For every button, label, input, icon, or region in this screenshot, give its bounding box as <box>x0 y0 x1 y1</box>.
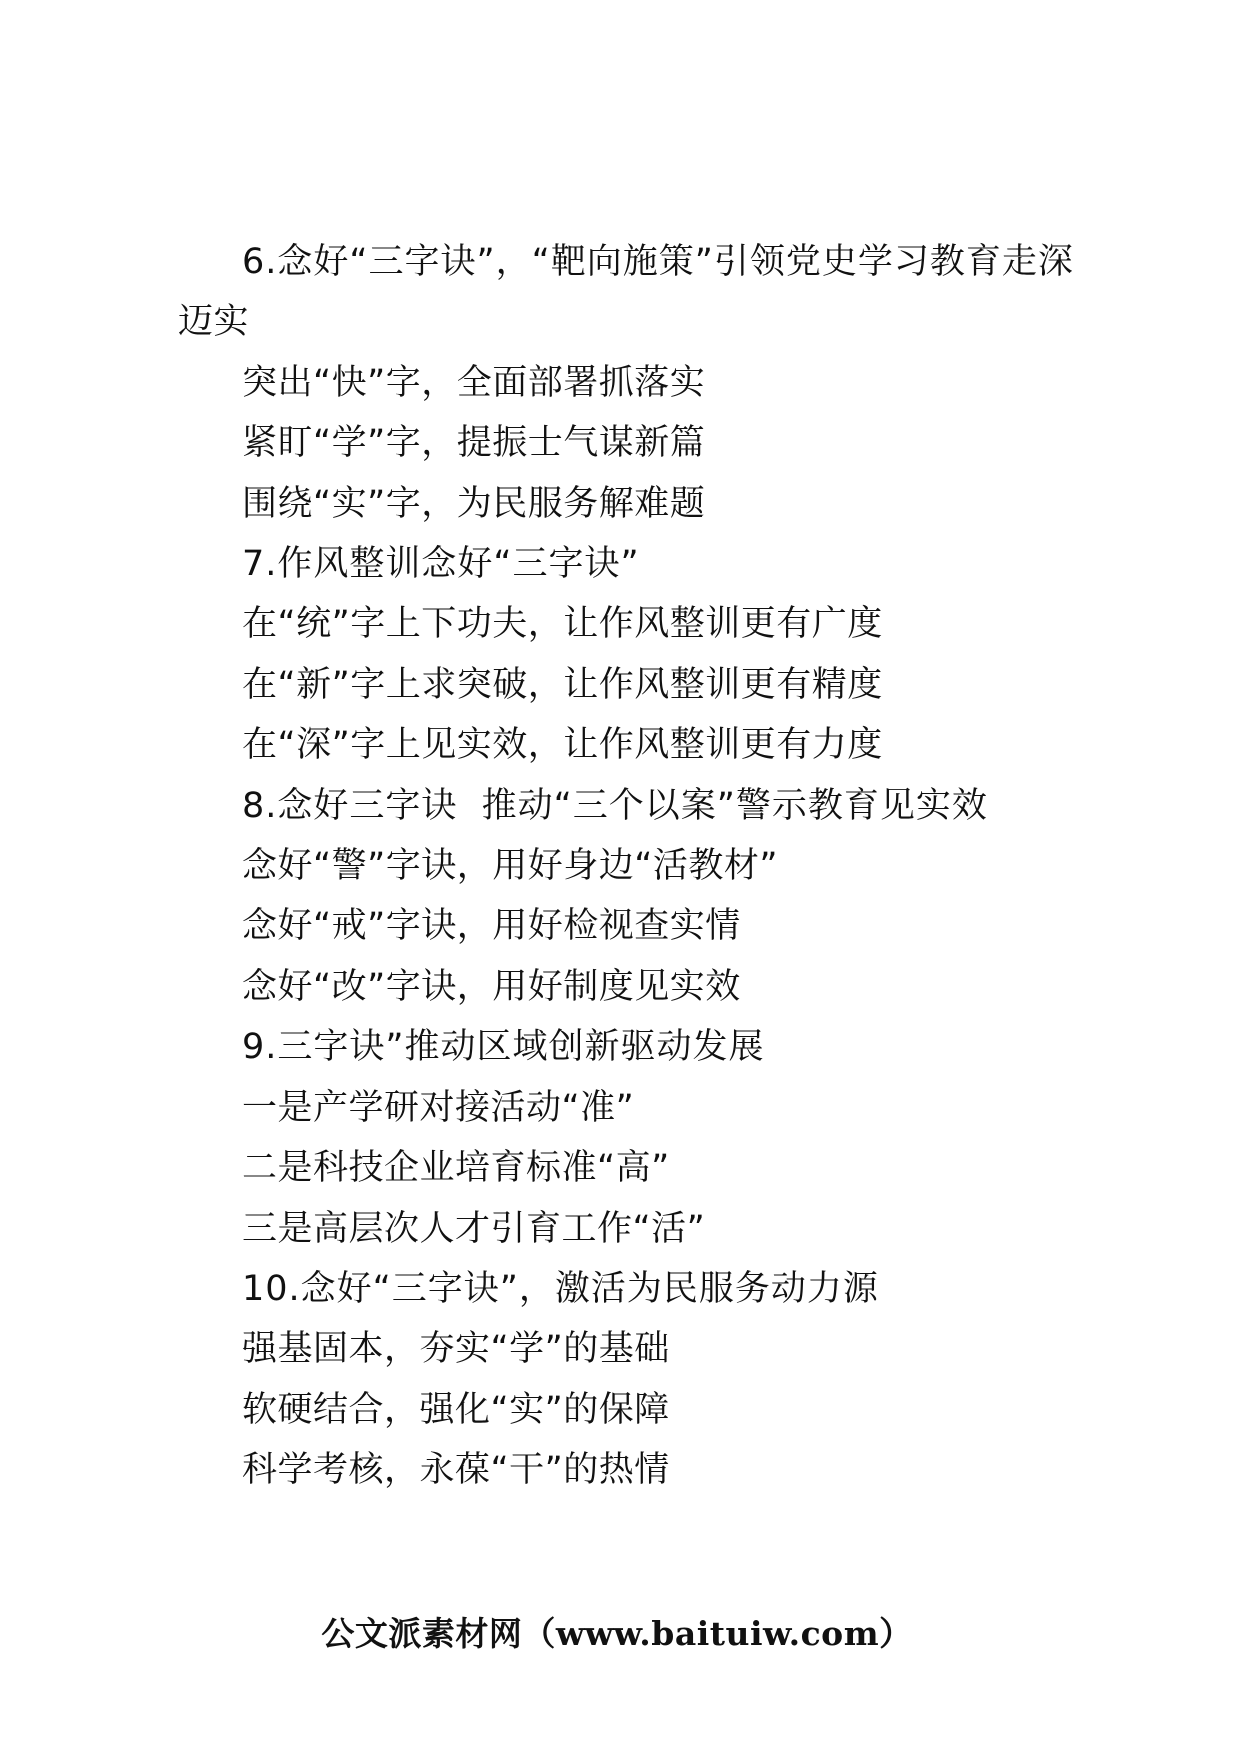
list-item: 强基固本，夯实“学”的基础 <box>242 1329 670 1370</box>
list-item: 软硬结合，强化“实”的保障 <box>242 1389 670 1430</box>
section-heading-8: 8.念好三字诀 推动“三个以案”警示教育见实效 <box>242 785 988 826</box>
section-heading-9: 9.三字诀”推动区域创新驱动发展 <box>242 1027 765 1068</box>
list-item: 三是高层次人才引育工作“活” <box>242 1208 706 1249</box>
list-item: 念好“改”字诀，用好制度见实效 <box>242 966 741 1007</box>
list-item: 围绕“实”字，为民服务解难题 <box>242 483 706 524</box>
section-heading-7: 7.作风整训念好“三字诀” <box>242 544 640 585</box>
footer-watermark-text: 公文派素材网（www.baituiw.com） <box>321 1614 913 1653</box>
list-item: 一是产学研对接活动“准” <box>242 1087 635 1128</box>
document-body <box>178 232 1098 1501</box>
list-item: 念好“戒”字诀，用好检视查实情 <box>242 906 741 947</box>
list-item: 在“深”字上见实效，让作风整训更有力度 <box>242 725 883 766</box>
section-heading-10: 10.念好“三字诀”，激活为民服务动力源 <box>242 1268 879 1309</box>
list-item: 二是科技企业培育标准“高” <box>242 1148 670 1189</box>
section-heading-6-continuation: 迈实 <box>178 302 250 343</box>
list-item: 突出“快”字，全面部署抓落实 <box>242 362 706 403</box>
list-item: 在“新”字上求突破，让作风整训更有精度 <box>242 664 883 705</box>
list-item: 科学考核，永葆“干”的热情 <box>242 1450 670 1491</box>
list-item: 在“统”字上下功夫，让作风整训更有广度 <box>242 604 883 645</box>
list-item: 紧盯“学”字，提振士气谋新篇 <box>242 423 706 464</box>
list-item: 念好“警”字诀，用好身边“活教材” <box>242 846 779 887</box>
section-heading-6: 6.念好“三字诀”，“靶向施策”引领党史学习教育走深 <box>242 242 1074 282</box>
